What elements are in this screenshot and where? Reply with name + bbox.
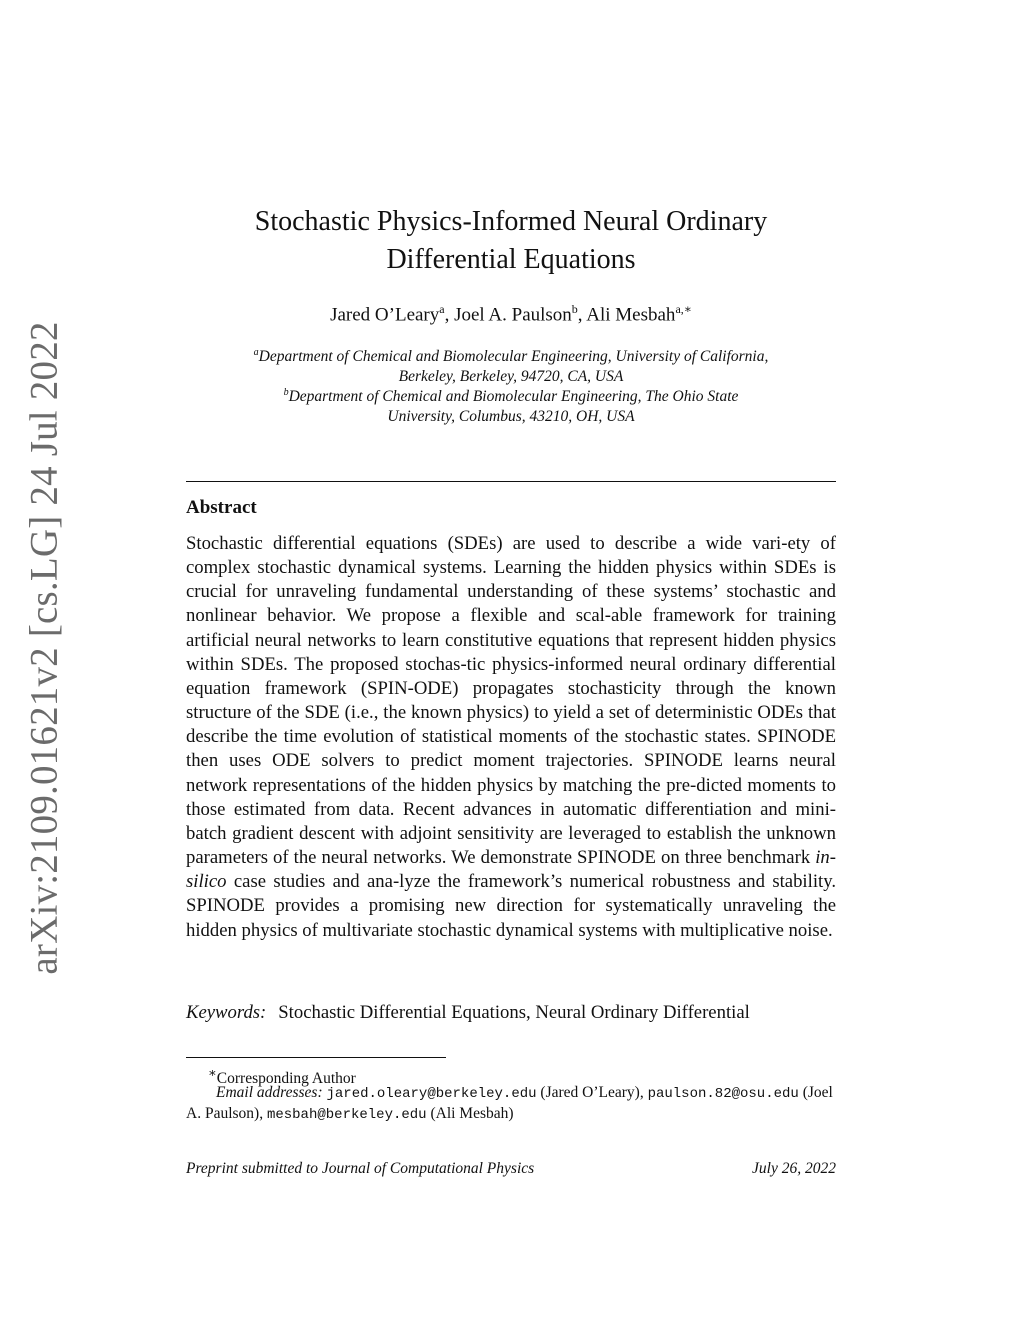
author-name: Joel A. Paulson bbox=[454, 304, 572, 326]
abstract-top-rule bbox=[186, 481, 836, 482]
abstract-text: case studies and ana-lyze the framework’s numerical robustness and stability. SPINODE provides a promising new direction for systematically unraveling the hidden physics of multivariate stochastic dynamical systems with multiplicative noise. bbox=[186, 871, 837, 941]
title-line-1: Stochastic Physics-Informed Neural Ordinary bbox=[254, 206, 768, 237]
author-affil-marker: b bbox=[571, 302, 578, 316]
affiliation-line: Berkeley, Berkeley, 94720, CA, USA bbox=[398, 367, 624, 385]
arxiv-identifier: arXiv:2109.01621v2 [cs.LG] 24 Jul 2022 bbox=[22, 321, 66, 975]
keywords bbox=[186, 1002, 836, 1024]
footnote-rule bbox=[186, 1057, 446, 1058]
preprint-date: July 26, 2022 bbox=[752, 1160, 836, 1177]
abstract-body bbox=[186, 532, 836, 943]
email-label: Email addresses: bbox=[216, 1084, 323, 1101]
author-affil-marker: a bbox=[439, 302, 445, 316]
affiliation-line: University, Columbus, 43210, OH, USA bbox=[387, 407, 635, 425]
email-owner: (Ali Mesbah) bbox=[430, 1105, 514, 1122]
preprint-footer bbox=[186, 1160, 836, 1178]
abstract-italic-term: in-silico bbox=[186, 847, 836, 893]
abstract-heading: Abstract bbox=[186, 497, 257, 518]
email-owner: (Joel A. Paulson), bbox=[186, 1084, 833, 1122]
title-line-2: Differential Equations bbox=[386, 244, 636, 275]
affiliation-a bbox=[186, 343, 836, 386]
author-affil-marker: a,∗ bbox=[675, 302, 692, 316]
footnote-marker: ∗ bbox=[208, 1065, 217, 1080]
affiliation-b bbox=[186, 383, 836, 426]
author-name: Jared O’Leary bbox=[330, 304, 440, 326]
author-name: Ali Mesbah bbox=[586, 304, 676, 326]
abstract-text: Stochastic differential equations (SDEs) are used to describe a wide vari-ety of complex stochastic dynamical systems. Learning the hidden physics within SDEs is crucial for unraveling fundamental understanding of these systems’ stochastic and nonlinear behavior. We propose a flexible and scal-able framework for training artificial neural networks to learn constitutive equations that represent hidden physics within SDEs. The proposed stochas-tic physics-informed neural ordinary differential equation framework (SPIN-ODE) propagates stochasticity through the known structure of the SDE (i.e., the known physics) to yield a set of deterministic ODEs that describe the time evolution of statistical moments of the stochastic states. SPINODE then uses ODE solvers to predict moment trajectories. SPINODE learns neural network representations of the hidden physics by matching the pre-dicted moments to those estimated from data. Recent advances in automatic differentiation and mini-batch gradient descent with adjoint sensitivity are leveraged to establish the unknown parameters of the neural networks. We demonstrate SPINODE on three benchmark bbox=[186, 533, 836, 869]
email-owner: (Jared O’Leary), bbox=[540, 1084, 644, 1101]
email-link[interactable]: jared.oleary@berkeley.edu bbox=[326, 1086, 537, 1102]
affiliation-line: Department of Chemical and Biomolecular Engineering, The Ohio State bbox=[288, 388, 739, 406]
footnote-text: Corresponding Author bbox=[216, 1070, 356, 1088]
affiliation-line: Department of Chemical and Biomolecular Engineering, University of California, bbox=[258, 348, 769, 366]
email-link[interactable]: paulson.82@osu.edu bbox=[647, 1086, 799, 1102]
affiliation-marker: b bbox=[283, 387, 289, 398]
paper-title bbox=[186, 203, 836, 279]
email-addresses-note bbox=[186, 1083, 836, 1125]
keywords-label: Keywords: bbox=[186, 1002, 267, 1023]
author-list: Jared O’Leary$^a$, Joel A. Paulson$^b$, Ali Mesbah$^{a,∗}$ bbox=[330, 302, 692, 326]
affiliation-marker: a bbox=[253, 347, 259, 358]
email-link[interactable]: mesbah@berkeley.edu bbox=[266, 1107, 427, 1123]
keywords-text: Stochastic Differential Equations, Neural Ordinary Differential bbox=[278, 1002, 750, 1023]
preprint-journal: Preprint submitted to Journal of Computational Physics bbox=[186, 1160, 535, 1177]
